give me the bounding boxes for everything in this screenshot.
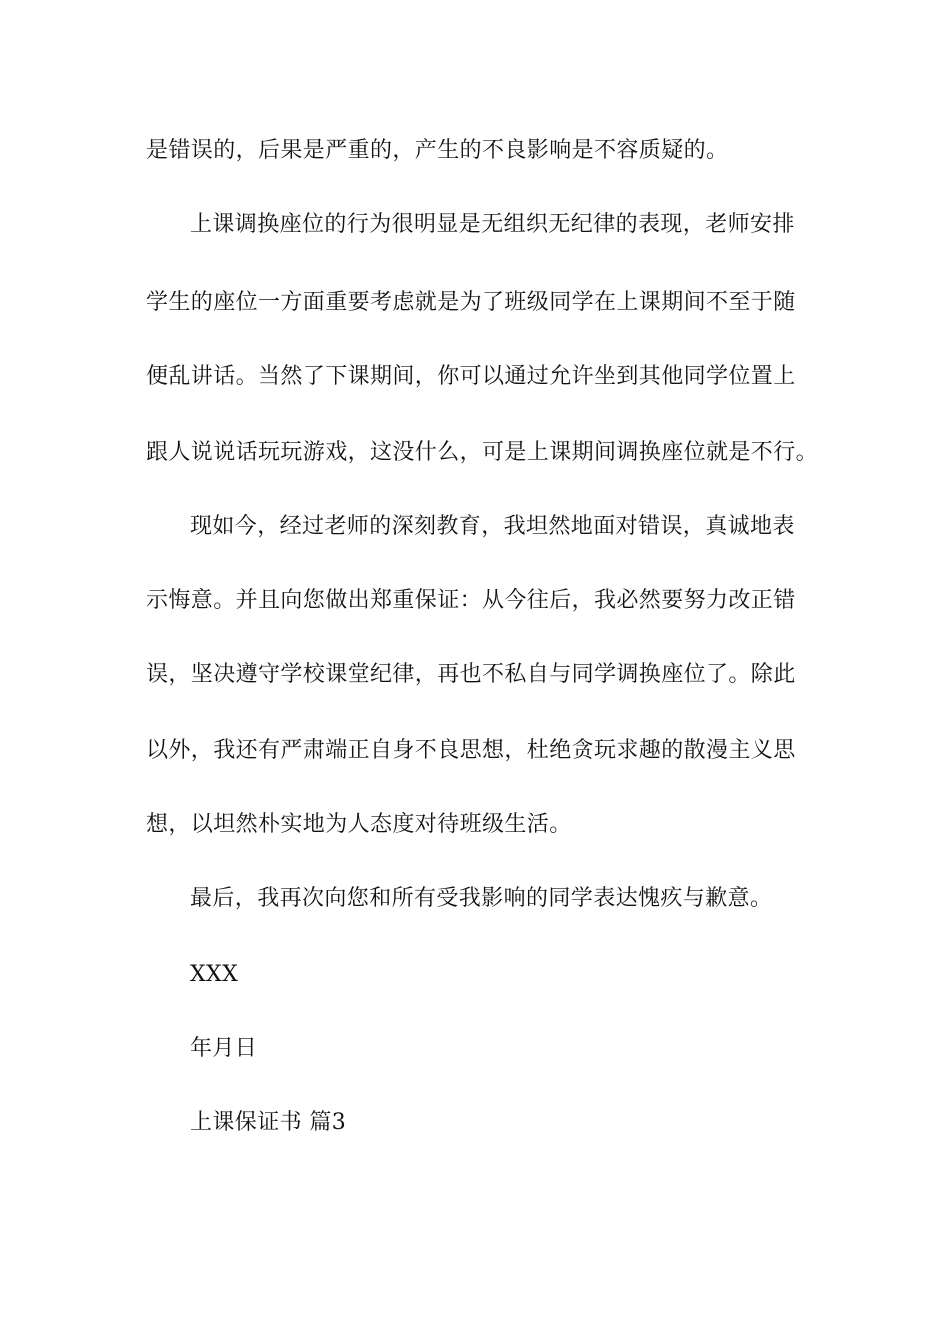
text-line-9: 以外，我还有严肃端正自身不良思想，杜绝贪玩求趣的散漫主义思 [146,738,796,763]
text-line-10: 想，以坦然朴实地为人态度对待班级生活。 [146,812,572,837]
signature-date: 年月日 [190,1036,258,1061]
text-line-5: 跟人说说话玩玩游戏，这没什么，可是上课期间调换座位就是不行。 [146,440,819,465]
signature-name: XXX [190,962,239,987]
text-line-6: 现如今，经过老师的深刻教育，我坦然地面对错误，真诚地表 [190,514,795,539]
text-line-2: 上课调换座位的行为很明显是无组织无纪律的表现，老师安排 [190,212,795,237]
text-line-8: 误，坚决遵守学校课堂纪律，再也不私自与同学调换座位了。除此 [146,662,796,687]
section-heading: 上课保证书 篇3 [190,1110,347,1135]
text-line-4: 便乱讲话。当然了下课期间，你可以通过允许坐到其他同学位置上 [146,364,796,389]
text-line-7: 示悔意。并且向您做出郑重保证：从今往后，我必然要努力改正错 [146,588,796,613]
text-line-1: 是错误的，后果是严重的，产生的不良影响是不容质疑的。 [146,138,729,163]
text-line-11: 最后，我再次向您和所有受我影响的同学表达愧疚与歉意。 [190,886,773,911]
text-line-3: 学生的座位一方面重要考虑就是为了班级同学在上课期间不至于随 [146,290,796,315]
